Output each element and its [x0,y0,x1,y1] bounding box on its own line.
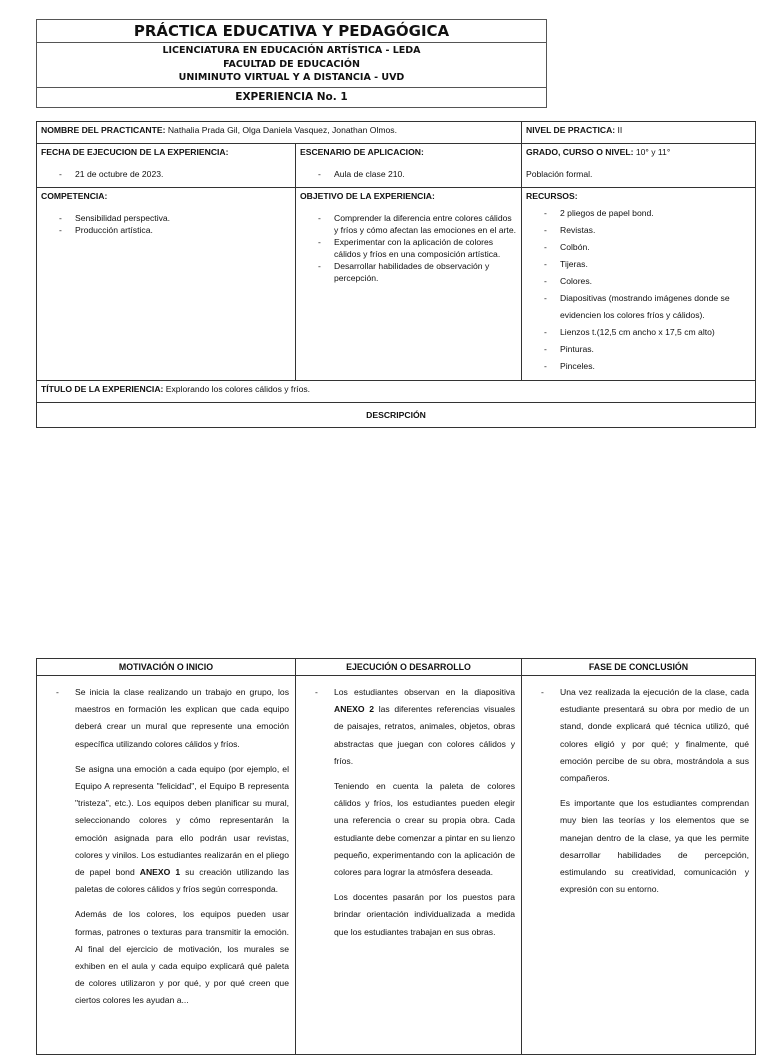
document-header [36,19,547,108]
ejecucion-cell [296,676,522,1055]
motivacion-header: MOTIVACIÓN O INICIO [37,659,296,676]
conclusion-header: FASE DE CONCLUSIÓN [522,659,756,676]
competencia-cell [37,188,296,381]
university-line: UNIMINUTO VIRTUAL Y A DISTANCIA - UVD [178,72,405,83]
institution-block [37,43,546,88]
ejecucion-p1-text: Los estudiantes observan en la diapositiva [334,687,515,697]
grado-cell [522,144,756,188]
objetivo-label: OBJETIVO DE LA EXPERIENCIA: [300,191,435,201]
list-item: - Pinturas. [526,341,751,358]
ejecucion-p2: Teniendo en cuenta la paleta de colores cálidos y fríos, los estudiantes pueden elegir una referencia o crear su propia obra. Cada estudiante debe comenzar a pintar en su lienzo pequeño, experimentando con la aplicación de colores para lograr la atmósfera deseada. [334,781,515,878]
conclusion-cell [522,676,756,1055]
list-item: - Revistas. [526,222,751,239]
escenario-value: - Aula de clase 210. [300,168,517,180]
conclusion-p2: Es importante que los estudiantes comprendan muy bien las teorías y los elementos que se manejan dentro de la clase, ya que les permite desarrollar habilidades de percepción, estimulando su creatividad, comunicación y expresión con su entorno. [560,798,749,895]
list-item: - Desarrollar habilidades de observación y percepción. [300,260,517,284]
list-item: - Sensibilidad perspectiva. [41,212,291,224]
document-title: PRÁCTICA EDUCATIVA Y PEDAGÓGICA [37,20,546,43]
motivacion-cell [37,676,296,1055]
objetivo-cell [296,188,522,381]
poblacion-value: Población formal. [526,169,593,179]
fecha-row [37,144,756,188]
practicante-value: Nathalia Prada Gil, Olga Daniela Vasquez, Jonathan Olmos. [167,125,397,135]
descripcion-heading: DESCRIPCIÓN [37,403,756,428]
descripcion-row [37,403,756,428]
list-item: - Comprender la diferencia entre colores cálidos y fríos y cómo afectan las emociones en el arte. [300,212,517,236]
conclusion-p1: - Una vez realizada la ejecución de la clase, cada estudiante presentará su obra por medio de un stand, donde explicará qué técnica utilizó, qué colores eligió y por qué; y finalmente, qué emoción percibe de su obra, mostrándola a sus compañeros. [528,684,749,787]
titulo-value: Explorando los colores cálidos y fríos. [165,384,311,394]
nivel-value: II [617,125,623,135]
anexo-1-ref: ANEXO 1 [139,867,181,878]
ejecucion-p1-text-end: las diferentes referencias visuales de paisajes, retratos, animales, objetos, obras abstractas que juegan con colores cálidos y fríos. [334,704,516,766]
titulo-label: TÍTULO DE LA EXPERIENCIA: [41,384,164,394]
recursos-cell [522,188,756,381]
grado-label: GRADO, CURSO O NIVEL: [526,147,634,157]
info-table [36,121,756,428]
list-item: - Producción artística. [41,224,291,236]
nivel-cell [522,122,756,144]
phases-content-row [37,676,756,1055]
list-item: - Colores. [526,273,751,290]
practicante-label: NOMBRE DEL PRACTICANTE: [41,125,166,135]
recursos-list [526,205,751,375]
competencia-list [41,212,291,236]
fecha-cell [37,144,296,188]
fecha-label: FECHA DE EJECUCION DE LA EXPERIENCIA: [41,147,229,157]
competencia-row [37,188,756,381]
recursos-label: RECURSOS: [526,191,578,201]
motivacion-p2 [43,761,289,899]
practicante-row [37,122,756,144]
motivacion-p1: - Se inicia la clase realizando un trabajo en grupo, los maestros en formación les explican que cada equipo deberá crear un mural que represente una emoción específica utilizando colores cálidos y fríos. [43,684,289,753]
experience-number: EXPERIENCIA No. 1 [235,90,348,103]
titulo-row [37,381,756,403]
list-item: - 2 pliegos de papel bond. [526,205,751,222]
faculty-line: FACULTAD DE EDUCACIÓN [223,58,360,70]
escenario-label: ESCENARIO DE APLICACION: [300,147,424,157]
motivacion-p2-text: Se asigna una emoción a cada equipo (por ejemplo, el Equipo A representa "felicidad", el Equipo B representa "tristeza", etc.). Los equipos deben planificar su mural, seleccionando colores y cómo representarán la emoción asignada para ello podrán usar revistas, colores y vinilos. Los estudiantes realizarán en el pliego de papel bond [75,763,289,878]
list-item: - Colbón. [526,239,751,256]
nivel-label: NIVEL DE PRACTICA: [526,125,616,135]
phases-header-row [37,659,756,676]
anexo-2-ref: ANEXO 2 [334,704,375,715]
list-item: - Lienzos t.(12,5 cm ancho x 17,5 cm alto) [526,324,751,341]
list-item: - Experimentar con la aplicación de colores cálidos y fríos en una composición artística. [300,236,517,260]
ejecucion-p1 [302,684,515,770]
titulo-cell [37,381,756,403]
list-item: - Pinceles. [526,358,751,375]
list-item: - Diapositivas (mostrando imágenes donde se evidencien los colores fríos y cálidos). [526,290,751,324]
phases-table [36,658,756,1055]
fecha-value: - 21 de octubre de 2023. [41,168,291,180]
practicante-cell [37,122,522,144]
escenario-cell [296,144,522,188]
program-line: LICENCIATURA EN EDUCACIÓN ARTÍSTICA - LEDA [162,45,421,56]
objetivo-list [300,212,517,284]
list-item: - Tijeras. [526,256,751,273]
ejecucion-p3: Los docentes pasarán por los puestos para brindar orientación individualizada a medida que los estudiantes trabajan en sus obras. [334,892,515,937]
ejecucion-header: EJECUCIÓN O DESARROLLO [296,659,522,676]
motivacion-p2-text-end: su creación utilizando las paletas de colores cálidos y fríos según corresponda. [75,867,290,895]
grado-value: 10° y 11° [635,147,671,157]
motivacion-p3: Además de los colores, los equipos pueden usar formas, patrones o texturas para transmitir la emoción. Al final del ejercicio de motivación, los murales se exhiben en el aula y cada equipo explicará qué paleta de colores utilizaron y por qué, y por qué creen que ciertos colores les ayudan a... [75,909,289,1006]
competencia-label: COMPETENCIA: [41,191,108,201]
